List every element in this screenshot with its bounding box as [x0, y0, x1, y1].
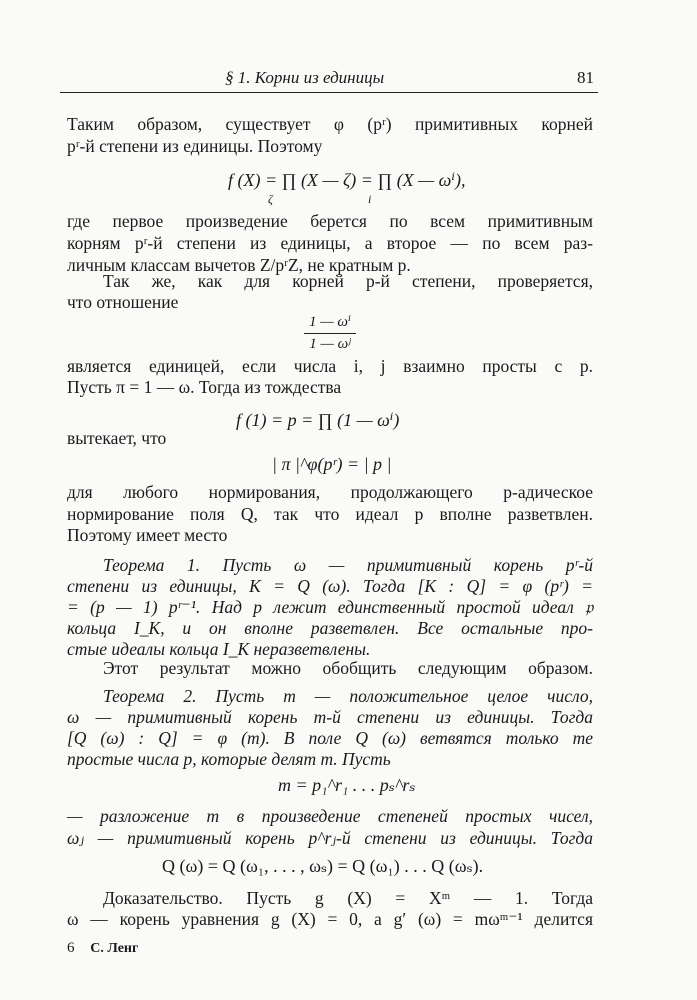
proof-line: ω — корень уравнения g (X) = 0, а g′ (ω) = mωᵐ⁻¹ делится [67, 909, 593, 929]
formula-field-product: Q (ω) = Q (ω₁, . . . , ωₛ) = Q (ω₁) . . . Q (ωₛ). [162, 856, 484, 876]
text-line: вытекает, что [67, 428, 167, 448]
theorem-1-line: стые идеалы кольца I_K неразветвлены. [67, 639, 371, 659]
formula-identity: f (1) = p = ∏ (1 — ωⁱ) [236, 410, 400, 430]
fraction-bar [304, 333, 356, 334]
text-line: Так же, как для корней p-й степени, проверяется, [103, 271, 593, 291]
fraction-numerator: 1 — ωⁱ [309, 314, 351, 330]
text-line: для любого нормирования, продолжающего p-адическое [67, 482, 593, 502]
theorem-1-line: кольца I_K, и он вполне разветвлен. Все остальные про- [67, 618, 593, 638]
formula-subscript: i [368, 192, 372, 206]
text-line: корням pʳ-й степени из единицы, а второе — по всем раз- [67, 233, 593, 253]
theorem-2-line: простые числа p, которые делят m. Пусть [67, 749, 391, 769]
text-line: Этот результат можно обобщить следующим образом. [103, 658, 593, 678]
theorem-1-line: = (p — 1) pʳ⁻¹. Над p лежит единственный простой идеал 𝔭 [67, 597, 593, 617]
theorem-2-line: ω — примитивный корень m-й степени из единицы. Тогда [67, 707, 593, 727]
section-title: § 1. Корни из единицы [225, 68, 385, 87]
text-line: Пусть π = 1 — ω. Тогда из тождества [67, 377, 342, 397]
proof-line: Доказательство. Пусть g (X) = Xᵐ — 1. Тогда [103, 888, 593, 908]
text-line: нормирование поля Q, так что идеал p вполне разветвлен. [67, 504, 593, 524]
theorem-2-line: — разложение m в произведение степеней простых чисел, [67, 806, 593, 826]
signature-number: 6 [67, 940, 75, 956]
formula-factorization: m = p₁^r₁ . . . pₛ^rₛ [278, 775, 416, 795]
formula-subscript: ζ [268, 192, 273, 206]
text-line: что отношение [67, 292, 179, 312]
theorem-2-line: Теорема 2. Пусть m — положительное целое число, [103, 686, 593, 706]
text-line: является единицей, если числа i, j взаимно просты с p. [67, 356, 593, 376]
page-number: 81 [577, 68, 594, 87]
theorem-2-line: [Q (ω) : Q] = φ (m). В поле Q (ω) ветвятся только те [67, 728, 593, 748]
fraction [300, 312, 360, 353]
text-line: где первое произведение берется по всем примитивным [67, 211, 593, 231]
fraction-denominator: 1 — ωʲ [309, 336, 351, 352]
printer-signature [67, 940, 138, 957]
text-line: pʳ-й степени из единицы. Поэтому [67, 136, 323, 156]
running-header [60, 66, 598, 93]
text-line: Поэтому имеет место [67, 525, 228, 545]
signature-author: С. Ленг [90, 941, 139, 956]
theorem-1-line: Теорема 1. Пусть ω — примитивный корень pʳ-й [103, 555, 593, 575]
formula-product: f (X) = ∏ (X — ζ) = ∏ (X — ωⁱ), [228, 170, 466, 190]
theorem-2-line: ωⱼ — примитивный корень p^rⱼ-й степени из единицы. Тогда [67, 828, 593, 848]
text-line: Таким образом, существует φ (pʳ) примитивных корней [67, 114, 593, 134]
formula-norm: | π |^φ(pʳ) = | p | [272, 454, 392, 474]
theorem-1-line: степени из единицы, K = Q (ω). Тогда [K : Q] = φ (pʳ) = [67, 576, 593, 596]
text-line: личным классам вычетов Z/pʳZ, не кратным p. [67, 255, 411, 275]
